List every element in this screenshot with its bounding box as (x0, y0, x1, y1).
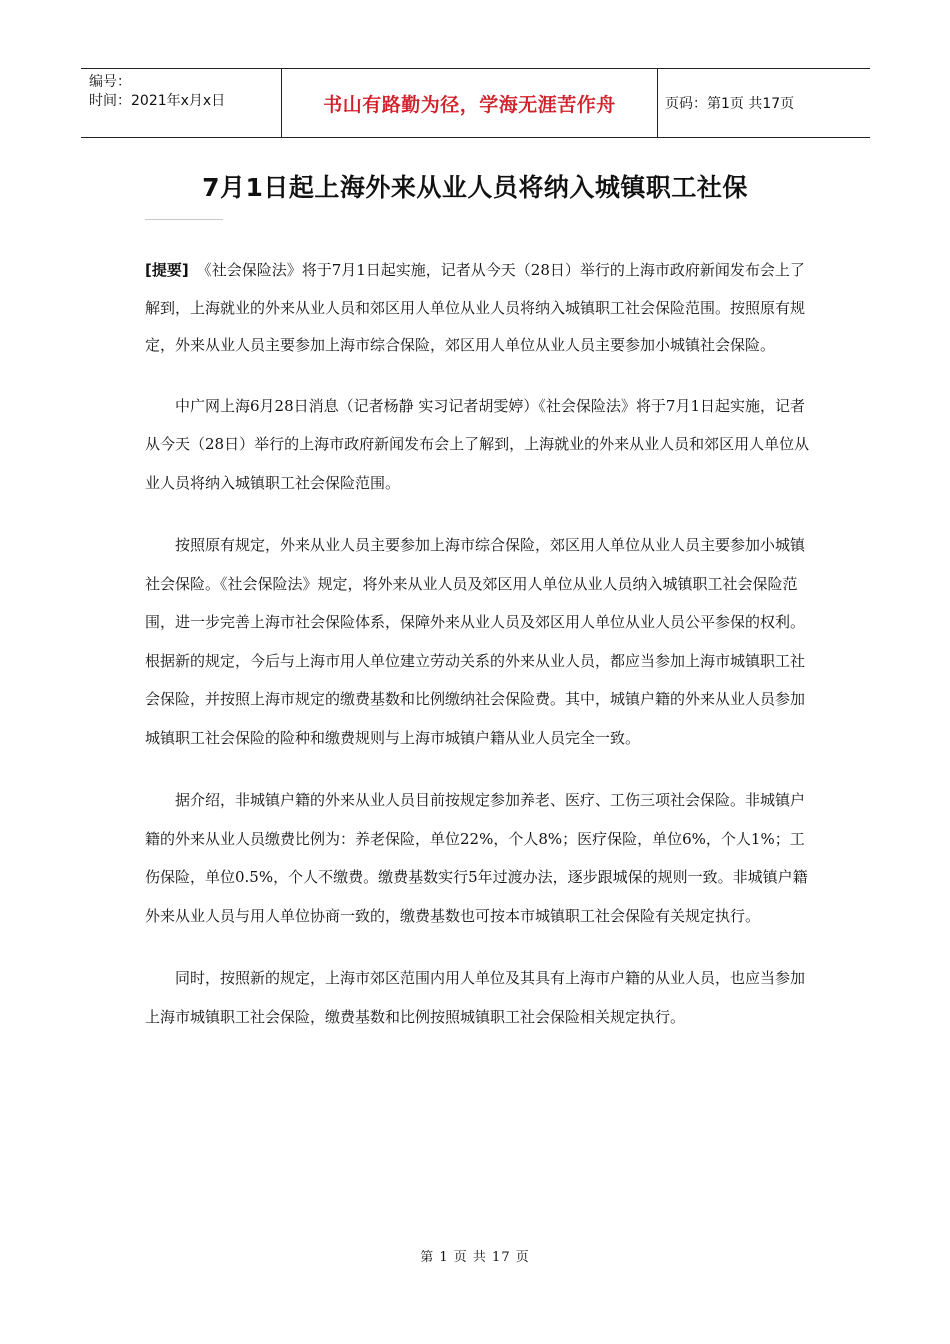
time-label: 时间：2021年x月x日 (89, 93, 226, 109)
body-paragraph-4: 同时，按照新的规定，上海市郊区范围内用人单位及其具有上海市户籍的从业人员，也应当参加上海市城镇职工社会保险，缴费基数和比例按照城镇职工社会保险相关规定执行。 (145, 969, 806, 1026)
body-paragraph-3: 据介绍，非城镇户籍的外来从业人员目前按规定参加养老、医疗、工伤三项社会保险。非城镇户籍的外来从业人员缴费比例为：养老保险，单位22%，个人8%；医疗保险，单位6%，个人1%；工伤保险，单位0.5%，个人不缴费。缴费基数实行5年过渡办法，逐步跟城保的规则一致。非城镇户籍外来从业人员与用人单位协商一致的，缴费基数也可按本市城镇职工社会保险有关规定执行。 (145, 791, 808, 925)
header-page-cell (658, 69, 870, 137)
document-title: 7月1日起上海外来从业人员将纳入城镇职工社保 (202, 173, 748, 202)
page-info: 页码：第1页 共17页 (665, 96, 795, 112)
header-meta-cell (81, 69, 282, 137)
document-header (81, 68, 870, 138)
header-motto-cell (282, 69, 658, 137)
body-paragraph-1: 中广网上海6月28日消息（记者杨静 实习记者胡雯婷）《社会保险法》将于7月1日起实施，记者从今天（28日）举行的上海市政府新闻发布会上了解到，上海就业的外来从业人员和郊区用人单位从业人员将纳入城镇职工社会保险范围。 (145, 396, 810, 492)
summary-paragraph (145, 252, 810, 365)
article-body (145, 252, 810, 1036)
number-label: 编号： (89, 74, 131, 90)
body-paragraph-2: 按照原有规定，外来从业人员主要参加上海市综合保险，郊区用人单位从业人员主要参加小城镇社会保险。《社会保险法》规定，将外来从业人员及郊区用人单位从业人员纳入城镇职工社会保险范围，进一步完善上海市社会保险体系，保障外来从业人员及郊区用人单位从业人员公平参保的权利。根据新的规定，今后与上海市用人单位建立劳动关系的外来从业人员，都应当参加上海市城镇职工社会保险，并按照上海市规定的缴费基数和比例缴纳社会保险费。其中，城镇户籍的外来从业人员参加城镇职工社会保险的险种和缴费规则与上海市城镇户籍从业人员完全一致。 (145, 536, 806, 747)
title-divider (145, 219, 223, 220)
summary-text: 《社会保险法》将于7月1日起实施，记者从今天（28日）举行的上海市政府新闻发布会上了解到，上海就业的外来从业人员和郊区用人单位从业人员将纳入城镇职工社会保险范围。按照原有规定，外来从业人员主要参加上海市综合保险，郊区用人单位从业人员主要参加小城镇社会保险。 (145, 261, 806, 354)
page-footer: 第 1 页 共 17 页 (420, 1250, 530, 1265)
summary-tag: [提要] (145, 261, 189, 279)
motto-text: 书山有路勤为径，学海无涯苦作舟 (323, 93, 616, 116)
